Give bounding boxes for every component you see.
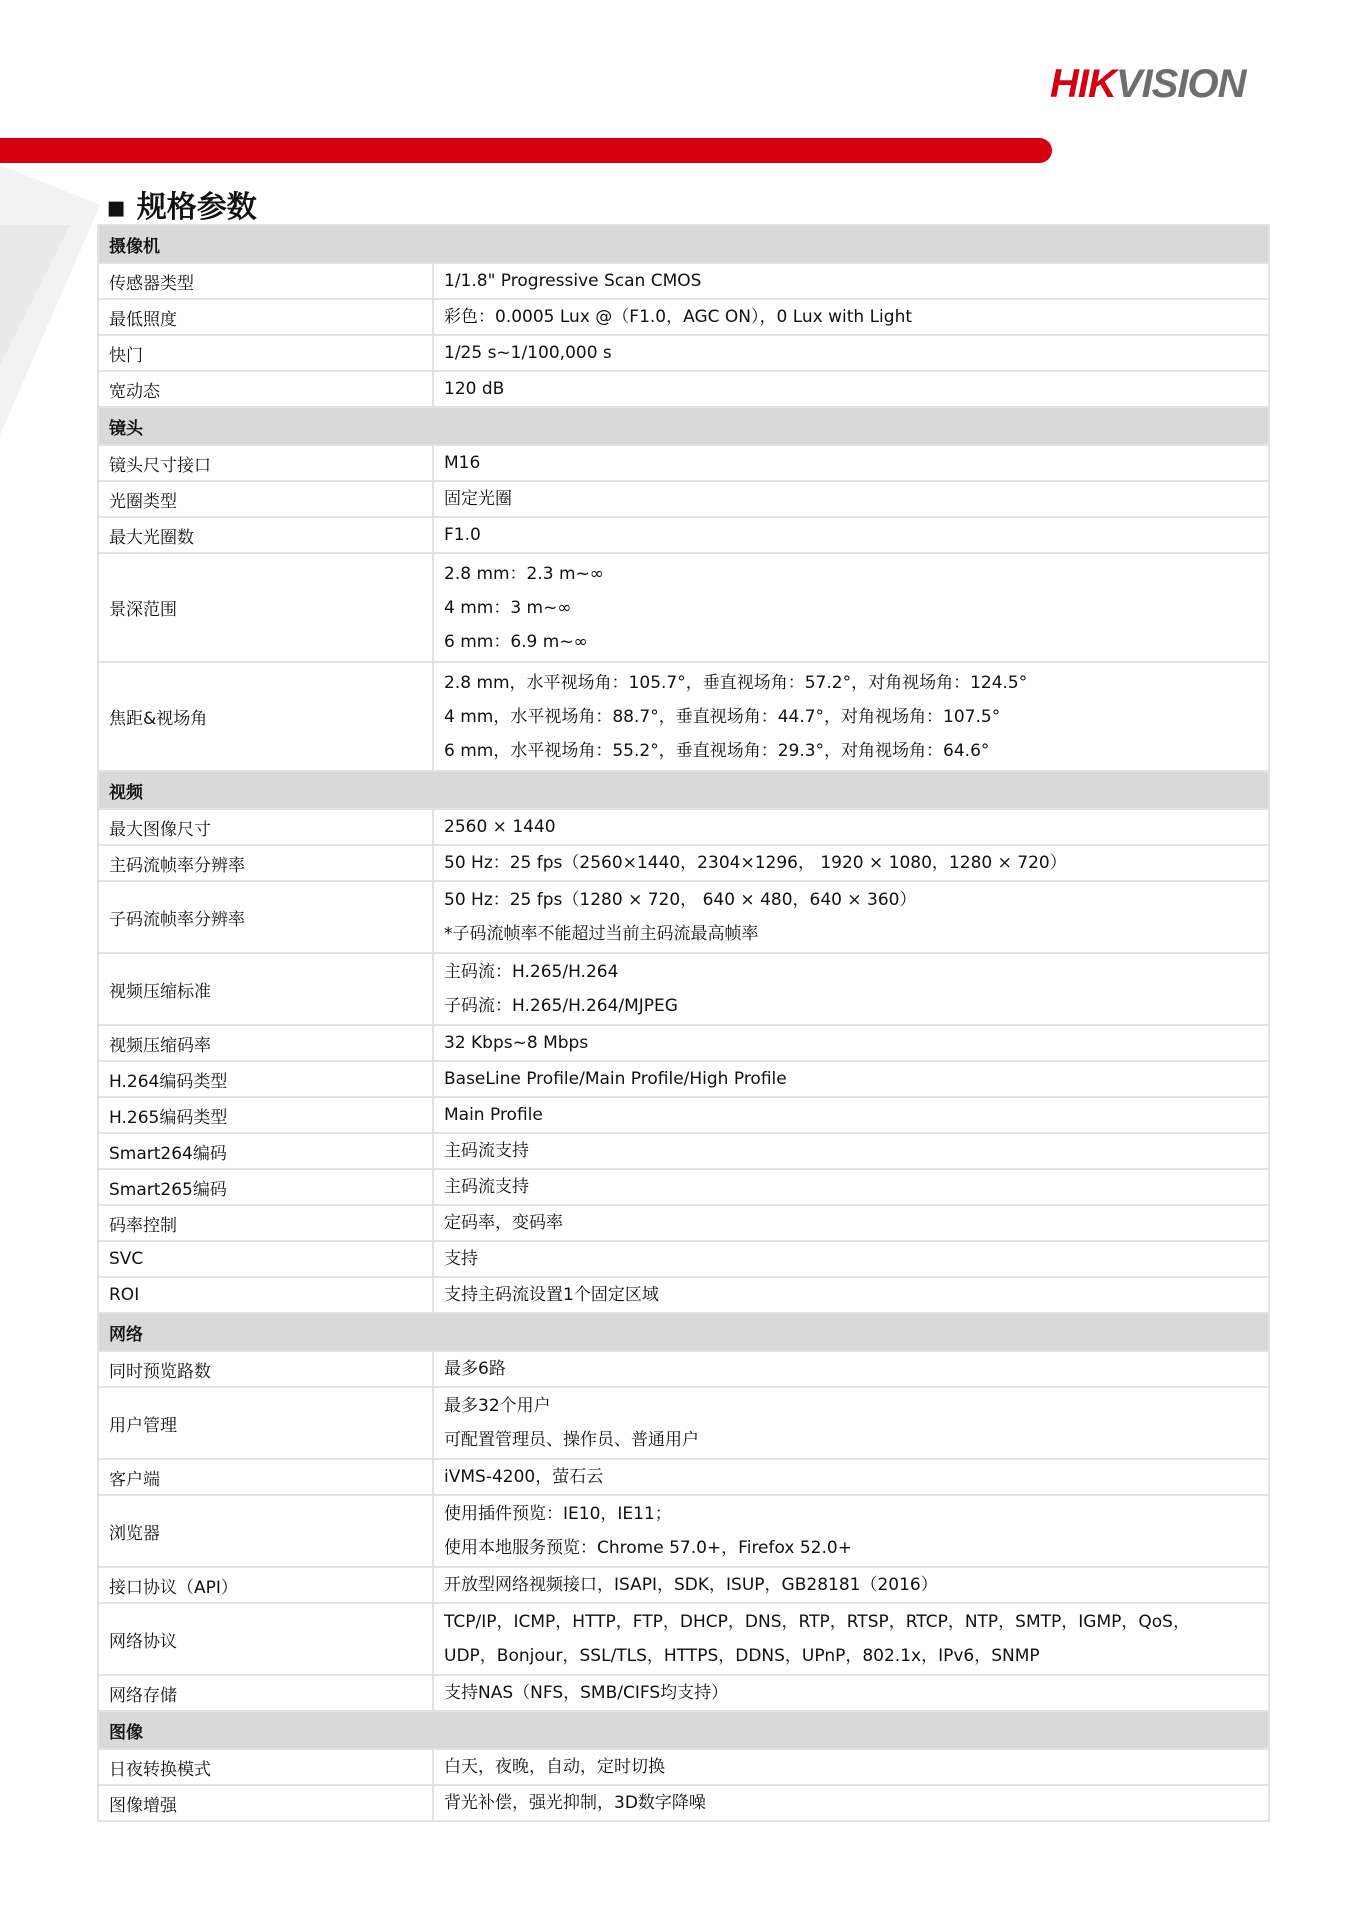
- spec-value-line: 支持: [444, 1249, 478, 1269]
- spec-value-line: 最多32个用户: [444, 1396, 551, 1416]
- section-header: [98, 771, 1269, 809]
- spec-value-line: 背光补偿，强光抑制，3D数字降噪: [444, 1793, 706, 1813]
- spec-key: 景深范围: [98, 553, 433, 662]
- spec-value: [433, 809, 1269, 845]
- spec-value-line: M16: [444, 453, 481, 473]
- spec-value-line: 彩色：0.0005 Lux @（F1.0，AGC ON），0 Lux with Light: [444, 307, 913, 327]
- spec-value-line: 2560 × 1440: [444, 817, 556, 837]
- hikvision-logo: HIKVISION: [1050, 62, 1246, 106]
- spec-key: 网络协议: [98, 1603, 433, 1675]
- spec-value-line: 使用插件预览：IE10，IE11；: [444, 1504, 672, 1524]
- spec-key: 图像增强: [98, 1785, 433, 1821]
- spec-value-line: 白天，夜晚，自动，定时切换: [444, 1757, 665, 1777]
- spec-value-line: 定码率，变码率: [444, 1213, 563, 1233]
- spec-value: [433, 1495, 1269, 1567]
- table-row: [98, 553, 1269, 662]
- section-header: [98, 1313, 1269, 1351]
- spec-value: [433, 1567, 1269, 1603]
- section-header: [98, 407, 1269, 445]
- table-row: [98, 953, 1269, 1025]
- spec-key: Smart265编码: [98, 1169, 433, 1205]
- spec-key: 日夜转换模式: [98, 1749, 433, 1785]
- spec-value-line: 120 dB: [444, 379, 505, 399]
- table-row: [98, 1133, 1269, 1169]
- table-row: [98, 1025, 1269, 1061]
- spec-value-line: 4 mm，水平视场角：88.7°，垂直视场角：44.7°，对角视场角：107.5°: [444, 706, 1001, 727]
- section-title: 图像: [98, 1711, 1269, 1749]
- spec-key: 同时预览路数: [98, 1351, 433, 1387]
- spec-value-line: *子码流帧率不能超过当前主码流最高帧率: [444, 924, 759, 944]
- spec-value: [433, 1675, 1269, 1711]
- spec-value-line: 可配置管理员、操作员、普通用户: [444, 1430, 699, 1450]
- spec-value: [433, 953, 1269, 1025]
- spec-table: [97, 224, 1270, 1822]
- spec-key: 客户端: [98, 1459, 433, 1495]
- spec-value: [433, 1025, 1269, 1061]
- spec-value-line: 1/25 s~1/100,000 s: [444, 343, 612, 363]
- spec-value-line: 2.8 mm：2.3 m~∞: [444, 563, 604, 584]
- spec-key: 码率控制: [98, 1205, 433, 1241]
- table-row: [98, 881, 1269, 953]
- spec-key: 浏览器: [98, 1495, 433, 1567]
- spec-key: 用户管理: [98, 1387, 433, 1459]
- spec-value-line: 6 mm，水平视场角：55.2°，垂直视场角：29.3°，对角视场角：64.6°: [444, 740, 990, 761]
- table-row: [98, 1495, 1269, 1567]
- spec-value-line: 50 Hz：25 fps（1280 × 720， 640 × 480，640 × 360）: [444, 890, 917, 910]
- spec-value-line: iVMS-4200，萤石云: [444, 1467, 604, 1487]
- spec-value-line: 开放型网络视频接口，ISAPI，SDK，ISUP，GB28181（2016）: [444, 1575, 938, 1595]
- spec-value: [433, 881, 1269, 953]
- spec-value-line: TCP/IP，ICMP，HTTP，FTP，DHCP，DNS，RTP，RTSP，RTCP，NTP，SMTP，IGMP，QoS，: [444, 1612, 1190, 1632]
- spec-value: [433, 553, 1269, 662]
- spec-value-line: 主码流支持: [444, 1177, 529, 1197]
- table-row: [98, 1675, 1269, 1711]
- spec-value: [433, 1277, 1269, 1313]
- table-row: [98, 1241, 1269, 1277]
- spec-value: [433, 371, 1269, 407]
- spec-value: [433, 1205, 1269, 1241]
- spec-key: 接口协议（API）: [98, 1567, 433, 1603]
- spec-key: 视频压缩标准: [98, 953, 433, 1025]
- red-header-bar: [0, 138, 1052, 163]
- spec-value: [433, 1351, 1269, 1387]
- spec-value: [433, 1241, 1269, 1277]
- spec-value-line: 主码流支持: [444, 1141, 529, 1161]
- spec-value-line: Main Profile: [444, 1105, 543, 1125]
- spec-key: 最大光圈数: [98, 517, 433, 553]
- spec-key: 视频压缩码率: [98, 1025, 433, 1061]
- section-title: 镜头: [98, 407, 1269, 445]
- spec-value-line: UDP，Bonjour，SSL/TLS，HTTPS，DDNS，UPnP，802.1x，IPv6，SNMP: [444, 1646, 1040, 1666]
- table-row: [98, 1205, 1269, 1241]
- spec-value-line: 使用本地服务预览：Chrome 57.0+，Firefox 52.0+: [444, 1538, 852, 1558]
- spec-key: H.265编码类型: [98, 1097, 433, 1133]
- spec-value-line: 4 mm：3 m~∞: [444, 597, 572, 618]
- spec-key: 主码流帧率分辨率: [98, 845, 433, 881]
- table-row: [98, 1277, 1269, 1313]
- spec-key: 宽动态: [98, 371, 433, 407]
- section-header: [98, 225, 1269, 263]
- spec-key: 焦距&视场角: [98, 662, 433, 771]
- table-row: [98, 662, 1269, 771]
- spec-key: 最低照度: [98, 299, 433, 335]
- spec-value-line: 50 Hz：25 fps（2560×1440，2304×1296， 1920 × 1080，1280 × 720）: [444, 853, 1067, 873]
- table-row: [98, 1061, 1269, 1097]
- table-row: [98, 1785, 1269, 1821]
- spec-value: [433, 517, 1269, 553]
- spec-value: [433, 445, 1269, 481]
- table-row: [98, 1387, 1269, 1459]
- spec-value: [433, 1749, 1269, 1785]
- spec-key: 子码流帧率分辨率: [98, 881, 433, 953]
- spec-key: 最大图像尺寸: [98, 809, 433, 845]
- table-row: [98, 845, 1269, 881]
- page-title: ▪ 规格参数: [106, 190, 257, 225]
- spec-value-line: 32 Kbps~8 Mbps: [444, 1033, 589, 1053]
- table-row: [98, 1459, 1269, 1495]
- spec-value: [433, 1097, 1269, 1133]
- spec-value-line: 6 mm：6.9 m~∞: [444, 631, 588, 652]
- spec-value-line: F1.0: [444, 525, 481, 545]
- table-row: [98, 1169, 1269, 1205]
- table-row: [98, 335, 1269, 371]
- table-row: [98, 809, 1269, 845]
- spec-value-line: 1/1.8" Progressive Scan CMOS: [444, 271, 702, 291]
- spec-value: [433, 481, 1269, 517]
- decorative-triangles: [0, 165, 110, 445]
- spec-value: [433, 299, 1269, 335]
- spec-value: [433, 1785, 1269, 1821]
- spec-value: [433, 1387, 1269, 1459]
- spec-key: Smart264编码: [98, 1133, 433, 1169]
- table-row: [98, 517, 1269, 553]
- section-title: 摄像机: [98, 225, 1269, 263]
- spec-value-line: BaseLine Profile/Main Profile/High Profile: [444, 1069, 787, 1089]
- spec-value: [433, 1133, 1269, 1169]
- spec-value: [433, 1459, 1269, 1495]
- table-row: [98, 1603, 1269, 1675]
- spec-key: 光圈类型: [98, 481, 433, 517]
- spec-value: [433, 662, 1269, 771]
- spec-value-line: 主码流：H.265/H.264: [444, 962, 619, 982]
- spec-value-line: 固定光圈: [444, 489, 512, 509]
- section-title: 视频: [98, 771, 1269, 809]
- table-row: [98, 263, 1269, 299]
- spec-key: ROI: [98, 1277, 433, 1313]
- table-row: [98, 371, 1269, 407]
- spec-value-line: 最多6路: [444, 1359, 506, 1379]
- spec-key: H.264编码类型: [98, 1061, 433, 1097]
- spec-key: 网络存储: [98, 1675, 433, 1711]
- spec-value-line: 2.8 mm，水平视场角：105.7°，垂直视场角：57.2°，对角视场角：124.5°: [444, 672, 1028, 693]
- table-row: [98, 481, 1269, 517]
- table-row: [98, 1351, 1269, 1387]
- spec-key: SVC: [98, 1241, 433, 1277]
- spec-key: 快门: [98, 335, 433, 371]
- table-row: [98, 299, 1269, 335]
- spec-value: [433, 1603, 1269, 1675]
- table-row: [98, 1097, 1269, 1133]
- spec-value: [433, 335, 1269, 371]
- section-title: 网络: [98, 1313, 1269, 1351]
- table-row: [98, 1567, 1269, 1603]
- section-header: [98, 1711, 1269, 1749]
- table-row: [98, 445, 1269, 481]
- table-row: [98, 1749, 1269, 1785]
- spec-value-line: 支持NAS（NFS，SMB/CIFS均支持）: [444, 1683, 729, 1703]
- spec-value: [433, 1169, 1269, 1205]
- spec-key: 传感器类型: [98, 263, 433, 299]
- spec-value: [433, 263, 1269, 299]
- spec-value: [433, 1061, 1269, 1097]
- spec-value: [433, 845, 1269, 881]
- spec-value-line: 子码流：H.265/H.264/MJPEG: [444, 996, 678, 1016]
- spec-key: 镜头尺寸接口: [98, 445, 433, 481]
- spec-value-line: 支持主码流设置1个固定区域: [444, 1285, 659, 1305]
